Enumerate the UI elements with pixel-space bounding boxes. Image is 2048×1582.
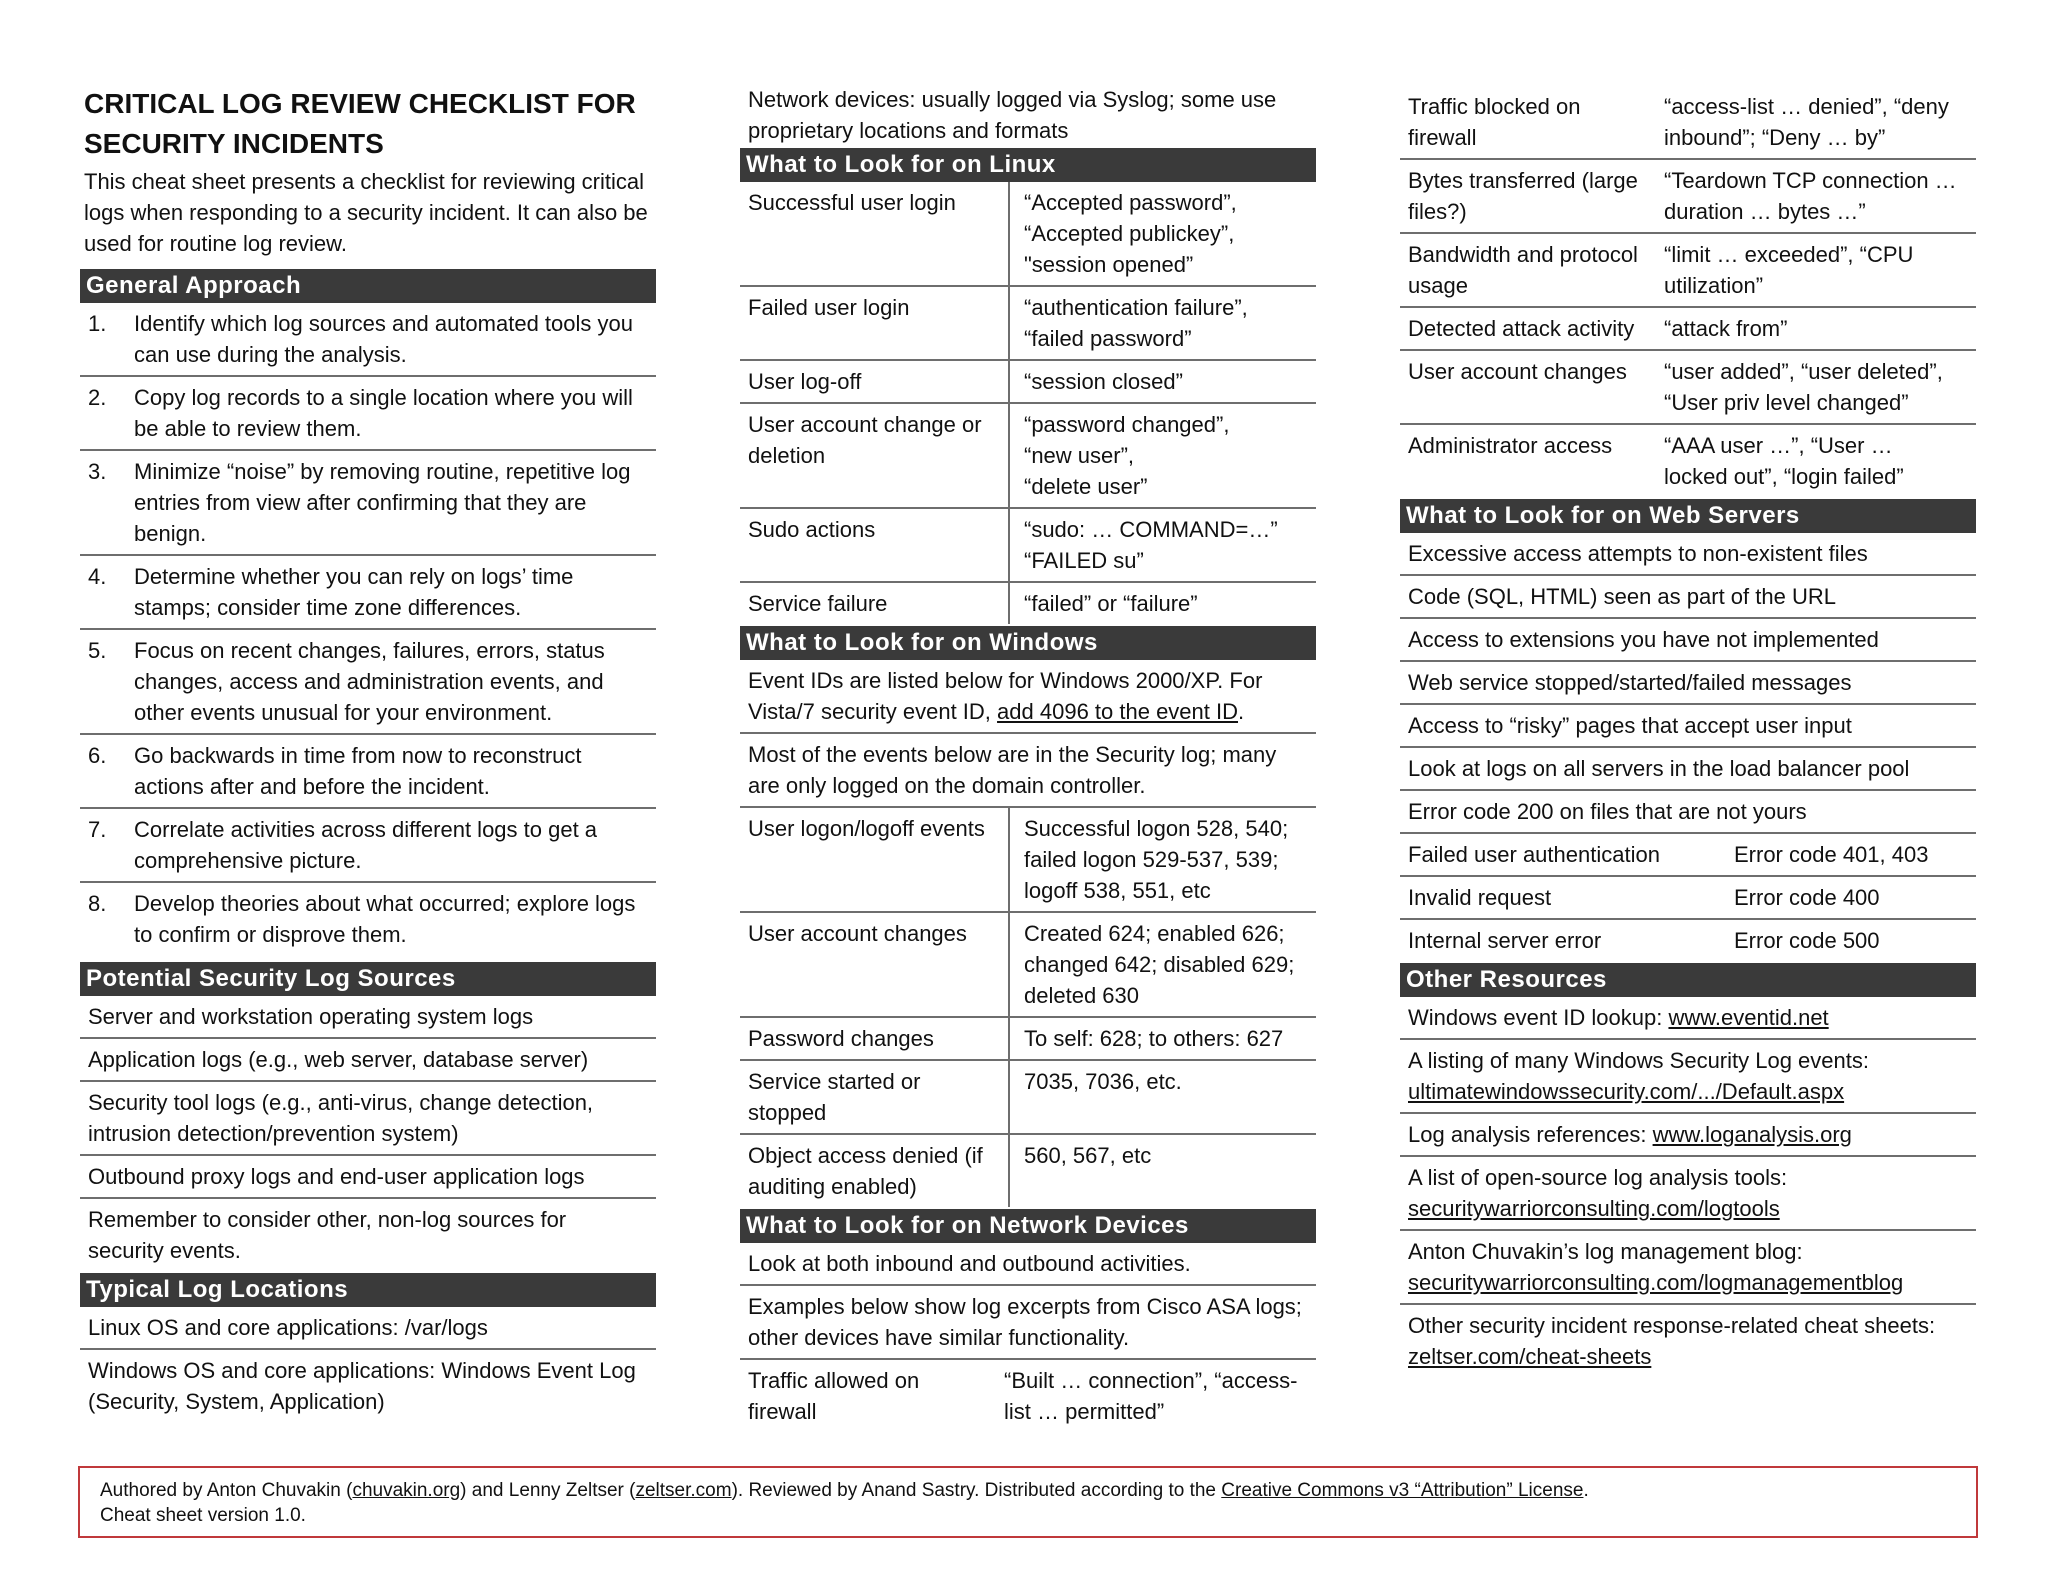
list-item xyxy=(80,377,656,451)
error-code: Error code 400 xyxy=(1734,885,1880,910)
event-name: Traffic allowed on firewall xyxy=(748,1368,920,1424)
footer-text: Authored by Anton Chuvakin ( xyxy=(100,1480,353,1501)
resource-label: A listing of many Windows Security Log events: xyxy=(1408,1048,1869,1073)
item-number: 2. xyxy=(88,385,107,410)
item-number: 4. xyxy=(88,564,107,589)
table-row xyxy=(1400,425,1976,497)
event-name: Bandwidth and protocol usage xyxy=(1408,242,1638,298)
list-item: Excessive access attempts to non-existent files xyxy=(1400,533,1976,576)
pattern-line: “sudo: … COMMAND=…” xyxy=(1024,517,1278,542)
event-pattern xyxy=(1010,583,1316,624)
note-text: . xyxy=(1238,699,1245,724)
item-text: Go backwards in time from now to reconstruct actions after and before the incident. xyxy=(134,743,582,799)
resource-item xyxy=(1400,1157,1976,1231)
list-item: Code (SQL, HTML) seen as part of the URL xyxy=(1400,576,1976,619)
error-code: Error code 500 xyxy=(1734,928,1880,953)
resource-link[interactable]: www.loganalysis.org xyxy=(1652,1122,1852,1147)
item-text: Determine whether you can rely on logs’ time stamps; consider time zone differences. xyxy=(134,564,574,620)
note-text: Event IDs are listed below for Windows 2000/XP. For Vista/7 security event ID, xyxy=(748,668,1263,724)
page-title-line2: SECURITY INCIDENTS xyxy=(84,128,384,159)
item-text: Develop theories about what occurred; explore logs to confirm or disprove them. xyxy=(134,891,636,947)
footer-text: ) and Lenny Zeltser ( xyxy=(460,1480,636,1501)
table-row xyxy=(740,913,1316,1018)
windows-security-log-note: Most of the events below are in the Security log; many are only logged on the domain controller. xyxy=(740,734,1316,808)
resource-label: Log analysis references: xyxy=(1408,1122,1653,1147)
event-name: Failed user login xyxy=(740,287,1010,359)
list-item: Access to extensions you have not implemented xyxy=(1400,619,1976,662)
column-middle xyxy=(740,84,1316,1432)
network-note: Look at both inbound and outbound activities. xyxy=(740,1243,1316,1286)
resource-item xyxy=(1400,1305,1976,1377)
event-name: Password changes xyxy=(740,1018,1010,1059)
list-item: Web service stopped/started/failed messages xyxy=(1400,662,1976,705)
error-code: Error code 401, 403 xyxy=(1734,842,1929,867)
event-name: Internal server error xyxy=(1408,928,1602,953)
item-text: Correlate activities across different logs to get a comprehensive picture. xyxy=(134,817,598,873)
event-name: User logon/logoff events xyxy=(740,808,1010,911)
list-item xyxy=(80,630,656,735)
pattern-line: “Accepted publickey”, xyxy=(1024,221,1235,246)
list-item: Linux OS and core applications: /var/logs xyxy=(80,1307,656,1350)
table-row xyxy=(740,808,1316,913)
resource-item xyxy=(1400,997,1976,1040)
pattern-line: "session opened” xyxy=(1024,252,1194,277)
event-ids: To self: 628; to others: 627 xyxy=(1024,1026,1284,1051)
pattern-line: “password changed”, xyxy=(1024,412,1230,437)
list-item: Security tool logs (e.g., anti-virus, change detection, intrusion detection/prevention system) xyxy=(80,1082,656,1156)
resource-item xyxy=(1400,1040,1976,1114)
section-header-log-locations: Typical Log Locations xyxy=(80,1273,656,1307)
windows-event-id-note xyxy=(740,660,1316,734)
column-left xyxy=(80,84,656,1422)
pattern-line: “new user”, xyxy=(1024,443,1135,468)
section-header-linux: What to Look for on Linux xyxy=(740,148,1316,182)
list-item: Windows OS and core applications: Windows Event Log (Security, System, Application) xyxy=(88,1358,636,1414)
table-row xyxy=(1400,86,1976,160)
table-row xyxy=(740,1018,1316,1061)
resource-link[interactable]: zeltser.com/cheat-sheets xyxy=(1408,1344,1652,1369)
event-pattern xyxy=(1010,287,1316,359)
section-header-network-devices: What to Look for on Network Devices xyxy=(740,1209,1316,1243)
event-id-offset-link[interactable]: add 4096 to the event ID xyxy=(997,699,1239,724)
event-name: Service started or stopped xyxy=(740,1061,1010,1133)
pattern-line: “FAILED su” xyxy=(1024,548,1144,573)
list-item: Access to “risky” pages that accept user input xyxy=(1400,705,1976,748)
event-name: Detected attack activity xyxy=(1408,316,1635,341)
section-header-other-resources: Other Resources xyxy=(1400,963,1976,997)
table-row xyxy=(740,583,1316,624)
table-row xyxy=(1400,877,1976,920)
zeltser-link[interactable]: zeltser.com xyxy=(635,1480,732,1501)
event-name: Successful user login xyxy=(740,182,1010,285)
log-excerpt: “user added”, “user deleted”, “User priv level changed” xyxy=(1664,359,1943,415)
footer-text: . xyxy=(1583,1480,1589,1501)
page-title xyxy=(84,84,652,164)
item-number: 8. xyxy=(88,891,107,916)
event-name: User account change or deletion xyxy=(740,404,1010,507)
resource-link[interactable]: securitywarriorconsulting.com/logtools xyxy=(1408,1196,1780,1221)
license-link[interactable]: Creative Commons v3 “Attribution” License xyxy=(1221,1480,1584,1501)
resource-item xyxy=(1400,1114,1976,1157)
event-name: Administrator access xyxy=(1408,433,1613,458)
resource-label: Anton Chuvakin’s log management blog: xyxy=(1408,1239,1803,1264)
log-excerpt: “Built … connection”, “access-list … permitted” xyxy=(1004,1368,1298,1424)
table-row xyxy=(1400,160,1976,234)
page-title-line1: CRITICAL LOG REVIEW CHECKLIST FOR xyxy=(84,88,636,119)
log-excerpt: “Teardown TCP connection … duration … bytes …” xyxy=(1664,168,1957,224)
pattern-line: “session closed” xyxy=(1024,369,1183,394)
pattern-line: “authentication failure”, xyxy=(1024,295,1248,320)
resource-label: A list of open-source log analysis tools: xyxy=(1408,1165,1788,1190)
list-item: Error code 200 on files that are not yours xyxy=(1400,791,1976,834)
footer-line-1 xyxy=(100,1478,1956,1503)
column-right xyxy=(1400,86,1976,1377)
item-text: Copy log records to a single location where you will be able to review them. xyxy=(134,385,633,441)
pattern-line: “failed” or “failure” xyxy=(1024,591,1198,616)
list-item xyxy=(80,883,656,960)
event-pattern xyxy=(1010,509,1316,581)
list-item xyxy=(80,556,656,630)
resource-label: Windows event ID lookup: xyxy=(1408,1005,1669,1030)
event-ids: 7035, 7036, etc. xyxy=(1024,1069,1182,1094)
network-devices-location-note: Network devices: usually logged via Syslog; some use proprietary locations and formats xyxy=(748,87,1277,143)
resource-link[interactable]: ultimatewindowssecurity.com/.../Default.aspx xyxy=(1408,1079,1845,1104)
list-item xyxy=(80,809,656,883)
resource-link[interactable]: securitywarriorconsulting.com/logmanagementblog xyxy=(1408,1270,1904,1295)
item-number: 5. xyxy=(88,638,107,663)
footer-credits xyxy=(78,1466,1978,1538)
resource-label: Other security incident response-related cheat sheets: xyxy=(1408,1313,1936,1338)
resource-link[interactable]: www.eventid.net xyxy=(1668,1005,1829,1030)
item-number: 7. xyxy=(88,817,107,842)
item-number: 3. xyxy=(88,459,107,484)
event-ids: Created 624; enabled 626; changed 642; disabled 629; deleted 630 xyxy=(1024,921,1295,1008)
item-text: Focus on recent changes, failures, errors, status changes, access and administration events, and other events unusual for your environment. xyxy=(134,638,605,725)
event-name: Invalid request xyxy=(1408,885,1552,910)
pattern-line: “Accepted password”, xyxy=(1024,190,1237,215)
table-row xyxy=(740,509,1316,583)
event-name: Bytes transferred (large files?) xyxy=(1408,168,1638,224)
list-item: Remember to consider other, non-log sources for security events. xyxy=(88,1207,567,1263)
log-excerpt: “AAA user …”, “User … locked out”, “login failed” xyxy=(1664,433,1904,489)
list-item: Outbound proxy logs and end-user application logs xyxy=(80,1156,656,1199)
section-header-web-servers: What to Look for on Web Servers xyxy=(1400,499,1976,533)
section-header-windows: What to Look for on Windows xyxy=(740,626,1316,660)
list-item: Look at logs on all servers in the load balancer pool xyxy=(1400,748,1976,791)
event-pattern xyxy=(1010,361,1316,402)
item-text: Minimize “noise” by removing routine, repetitive log entries from view after confirming that they are benign. xyxy=(134,459,631,546)
section-header-log-sources: Potential Security Log Sources xyxy=(80,962,656,996)
pattern-line: “failed password” xyxy=(1024,326,1192,351)
list-item: Application logs (e.g., web server, database server) xyxy=(80,1039,656,1082)
item-number: 6. xyxy=(88,743,107,768)
event-name: User log-off xyxy=(740,361,1010,402)
network-note: Examples below show log excerpts from Cisco ASA logs; other devices have similar functionality. xyxy=(740,1286,1316,1360)
table-row xyxy=(1400,834,1976,877)
event-name: Service failure xyxy=(740,583,1010,624)
item-text: Identify which log sources and automated tools you can use during the analysis. xyxy=(134,311,633,367)
table-row xyxy=(740,182,1316,287)
event-name: Sudo actions xyxy=(740,509,1010,581)
event-name: User account changes xyxy=(1408,359,1627,384)
event-ids: Successful logon 528, 540; failed logon 529-537, 539; logoff 538, 551, etc xyxy=(1024,816,1289,903)
list-item xyxy=(80,451,656,556)
intro-text: This cheat sheet presents a checklist for reviewing critical logs when responding to a security incident. It can also be used for routine log review. xyxy=(84,169,648,256)
table-row xyxy=(740,1061,1316,1135)
item-number: 1. xyxy=(88,311,107,336)
event-name: User account changes xyxy=(740,913,1010,1016)
footer-text: ). Reviewed by Anand Sastry. Distributed according to the xyxy=(731,1480,1222,1501)
list-item: Server and workstation operating system logs xyxy=(80,996,656,1039)
general-approach-list xyxy=(80,303,656,960)
chuvakin-link[interactable]: chuvakin.org xyxy=(352,1480,461,1501)
section-header-general-approach: General Approach xyxy=(80,269,656,303)
list-item xyxy=(80,735,656,809)
event-name: Object access denied (if auditing enabled) xyxy=(740,1135,1010,1207)
table-row xyxy=(1400,351,1976,425)
event-pattern xyxy=(1010,182,1316,285)
footer-version: Cheat sheet version 1.0. xyxy=(100,1505,306,1526)
pattern-line: “delete user” xyxy=(1024,474,1148,499)
log-excerpt: “attack from” xyxy=(1664,316,1788,341)
table-row xyxy=(1400,308,1976,351)
event-pattern xyxy=(1010,404,1316,507)
resource-item xyxy=(1400,1231,1976,1305)
table-row xyxy=(740,287,1316,361)
list-item xyxy=(80,303,656,377)
event-name: Failed user authentication xyxy=(1408,842,1660,867)
table-row xyxy=(740,361,1316,404)
log-excerpt: “limit … exceeded”, “CPU utilization” xyxy=(1664,242,1914,298)
event-name: Traffic blocked on firewall xyxy=(1408,94,1581,150)
table-row xyxy=(1400,920,1976,961)
table-row xyxy=(740,404,1316,509)
log-excerpt: “access-list … denied”, “deny inbound”; “Deny … by” xyxy=(1664,94,1949,150)
event-ids: 560, 567, etc xyxy=(1024,1143,1152,1168)
table-row xyxy=(1400,234,1976,308)
table-row xyxy=(740,1135,1316,1207)
table-row xyxy=(740,1360,1316,1432)
